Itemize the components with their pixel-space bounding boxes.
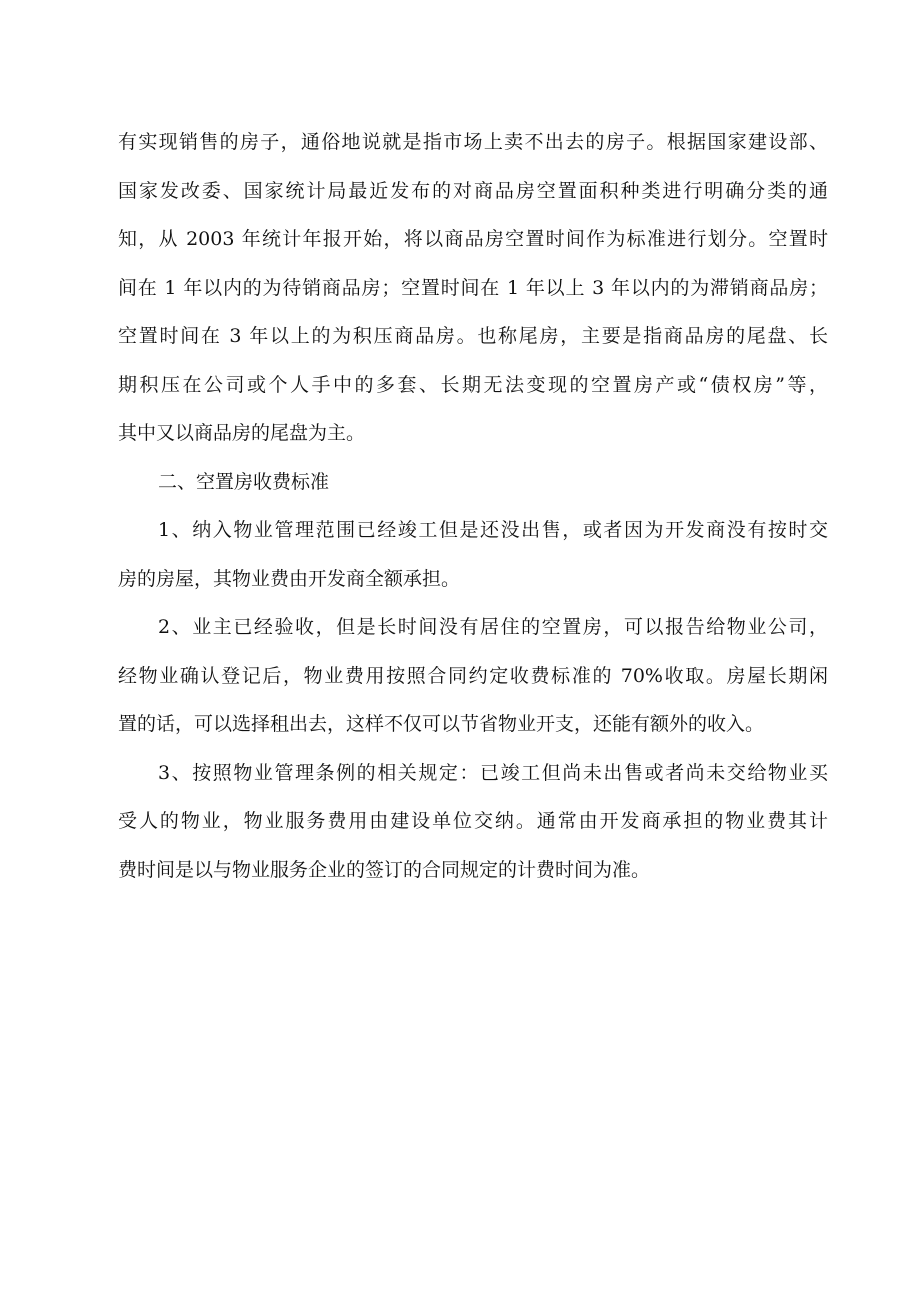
list-item-2 bbox=[118, 603, 828, 749]
paragraph-property-vacancy-definition bbox=[118, 118, 828, 458]
text-line: 费时间是以与物业服务企业的签订的合同规定的计费时间为准。 bbox=[118, 858, 651, 881]
text-line: 期积压在公司或个人手中的多套、长期无法变现的空置房产或“债权房”等， bbox=[118, 373, 828, 396]
text-line: 其中又以商品房的尾盘为主。 bbox=[118, 422, 366, 444]
text-line: 房的房屋，其物业费由开发商全额承担。 bbox=[118, 567, 461, 590]
text-line: 间在 1 年以内的为待销商品房；空置时间在 1 年以上 3 年以内的为滞销商品房； bbox=[118, 276, 828, 299]
text-line: 3、按照物业管理条例的相关规定：已竣工但尚未出售或者尚未交给物业买 bbox=[158, 761, 828, 784]
text-line: 2、业主已经验收，但是长时间没有居住的空置房，可以报告给物业公司， bbox=[158, 616, 828, 638]
document-body bbox=[118, 118, 828, 894]
text-line: 1、纳入物业管理范围已经竣工但是还没出售，或者因为开发商没有按时交 bbox=[158, 519, 828, 541]
text-line: 知，从 2003 年统计年报开始，将以商品房空置时间作为标准进行划分。空置时 bbox=[118, 228, 828, 250]
text-line: 经物业确认登记后，物业费用按照合同约定收费标准的 70%收取。房屋长期闲 bbox=[118, 664, 828, 687]
list-item-1 bbox=[118, 506, 828, 603]
section-heading: 二、空置房收费标准 bbox=[158, 470, 330, 493]
list-item-3 bbox=[118, 749, 828, 895]
text-line: 有实现销售的房子，通俗地说就是指市场上卖不出去的房子。根据国家建设部、 bbox=[118, 131, 828, 153]
text-line: 置的话，可以选择租出去，这样不仅可以节省物业开支，还能有额外的收入。 bbox=[118, 713, 765, 735]
text-line: 空置时间在 3 年以上的为积压商品房。也称尾房，主要是指商品房的尾盘、长 bbox=[118, 325, 828, 347]
text-line: 受人的物业，物业服务费用由建设单位交纳。通常由开发商承担的物业费其计 bbox=[118, 810, 828, 832]
text-line: 国家发改委、国家统计局最近发布的对商品房空置面积种类进行明确分类的通 bbox=[118, 179, 828, 202]
